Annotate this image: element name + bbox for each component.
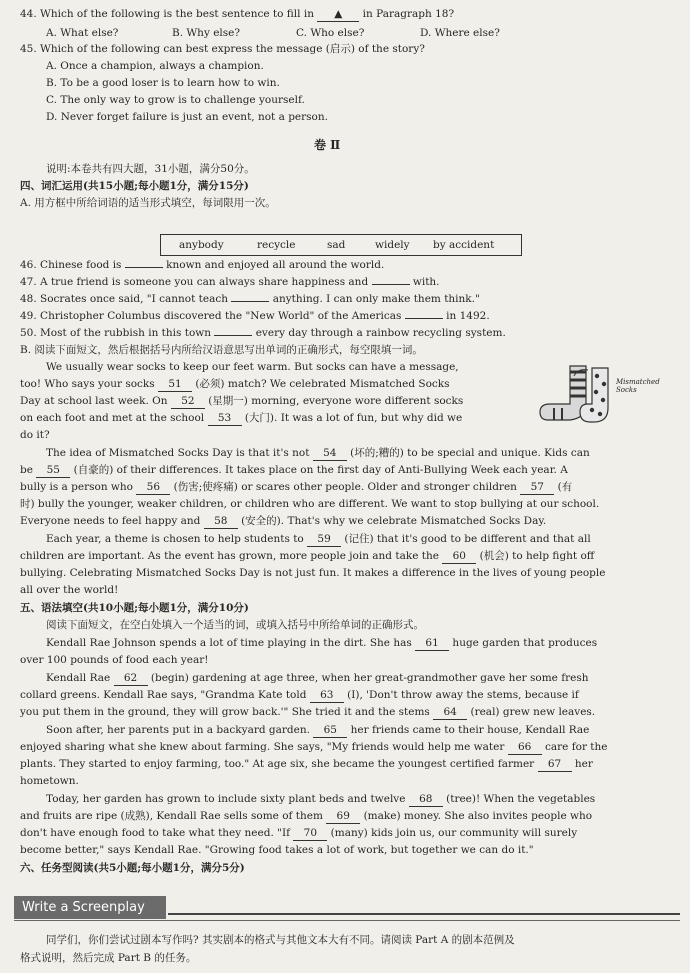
grammar-line: Kendall Rae Johnson spends a lot of time playing in the dirt. She has 61 huge garden that produces [46,637,598,649]
socks-illustration [530,364,670,434]
answer-blank-65[interactable]: 65 [313,724,347,738]
grammar-line: collard greens. Kendall Rae says, "Grandma Kate told 63 (I), 'Don't throw away the stems, because if [20,689,579,701]
blank-triangle: ▲ [317,8,359,22]
passage-b-line: too! Who says your socks 51 (必须) match? We celebrated Mismatched Socks [20,378,450,390]
passage-b-line: Each year, a theme is chosen to help students to 59 (记住) that it's good to be different and that all [46,533,591,545]
fill-50: 50. Most of the rubbish in this town every day through a rainbow recycling system. [20,327,506,339]
passage-b-line: Everyone needs to feel happy and 58 (安全的). That's why we celebrate Mismatched Socks Day. [20,515,547,527]
passage-b-line: on each foot and met at the school 53 (大门). It was a lot of fun, but why did we [20,412,463,424]
answer-blank-56[interactable]: 56 [136,481,170,495]
grammar-line: hometown. [20,775,79,787]
grammar-line: don't have enough food to take what they need. "If 70 (many) kids join us, our community will surely [20,827,578,839]
answer-blank-54[interactable]: 54 [313,447,347,461]
answer-blank-63[interactable]: 63 [310,689,344,703]
q45-stem: 45. Which of the following can best express the message (启示) of the story? [20,43,425,55]
q44-option-d: D. Where else? [420,27,500,39]
grammar-line: enjoyed sharing what she knew about farming. She says, "My friends would help me water 66 care for the [20,741,608,753]
grammar-line: you put them in the ground, they will grow back.'" She tried it and the stems 64 (real) grew new leaves. [20,706,596,718]
q45-option-d: D. Never forget failure is just an event, not a person. [46,111,328,123]
word-item: by accident [433,239,495,251]
q44-option-c: C. Who else? [296,27,365,39]
word-item: sad [327,239,346,251]
divider [14,920,680,921]
passage-b-line: bully is a person who 56 (伤害;使疼痛) or scares other people. Older and stronger children 57 (有 [20,481,573,493]
answer-blank-51[interactable]: 51 [158,378,192,392]
answer-blank[interactable] [372,284,410,285]
grammar-line: Kendall Rae 62 (begin) gardening at age three, when her great-grandmother gave her some fresh [46,672,589,684]
answer-blank[interactable] [405,318,443,319]
passage-b-line: bullying. Celebrating Mismatched Socks Day is not just fun. It makes a difference in the lives of young people [20,567,606,579]
screenplay-banner: Write a Screenplay [14,896,166,919]
answer-blank-68[interactable]: 68 [409,793,443,807]
answer-blank-67[interactable]: 67 [538,758,572,772]
passage-b-line: all over the world! [20,584,119,596]
answer-blank-55[interactable]: 55 [36,464,70,478]
passage-b-line: do it? [20,429,50,441]
fill-46: 46. Chinese food is known and enjoyed all around the world. [20,259,385,271]
word-box [160,234,522,256]
answer-blank-66[interactable]: 66 [508,741,542,755]
answer-blank-60[interactable]: 60 [442,550,476,564]
q45-option-b: B. To be a good loser is to learn how to win. [46,77,280,89]
q44-option-a: A. What else? [46,27,119,39]
grammar-line: Today, her garden has grown to include sixty plant beds and twelve 68 (tree)! When the vegetables [46,793,596,805]
q45-option-a: A. Once a champion, always a champion. [46,60,264,72]
passage-b-line: be 55 (自豪的) of their differences. It takes place on the first day of Anti-Bullying Week each year. A [20,464,568,476]
section-4a-instruction: A. 用方框中所给词语的适当形式填空，每词限用一次。 [20,197,276,209]
grammar-line: become better," says Kendall Rae. "Growing food takes a lot of work, but together we can do it." [20,844,534,856]
passage-b-line: Day at school last week. On 52 (星期一) morning, everyone wore different socks [20,395,464,407]
word-item: anybody [179,239,224,251]
answer-blank-70[interactable]: 70 [293,827,327,841]
fill-48: 48. Socrates once said, "I cannot teach anything. I can only make them think." [20,293,480,305]
volume-note: 说明:本卷共有四大题，31小题，满分50分。 [46,163,255,175]
answer-blank-64[interactable]: 64 [433,706,467,720]
grammar-line: and fruits are ripe (成熟), Kendall Rae sells some of them 69 (make) money. She also invites people who [20,810,593,822]
answer-blank[interactable] [214,335,252,336]
answer-blank-69[interactable]: 69 [326,810,360,824]
grammar-line: Soon after, her parents put in a backyard garden. 65 her friends came to their house, Kendall Rae [46,724,590,736]
socks-icon [530,364,670,434]
word-item: widely [375,239,410,251]
passage-b-line: children are important. As the event has grown, more people join and take the 60 (机会) to help fight off [20,550,595,562]
q44-option-b: B. Why else? [172,27,241,39]
section-5-title: 五、语法填空(共10小题;每小题1分，满分10分) [20,602,249,614]
answer-blank-57[interactable]: 57 [520,481,554,495]
answer-blank-59[interactable]: 59 [307,533,341,547]
answer-blank-53[interactable]: 53 [208,412,242,426]
answer-blank-52[interactable]: 52 [171,395,205,409]
answer-blank-62[interactable]: 62 [114,672,148,686]
section-5-instruction: 阅读下面短文，在空白处填入一个适当的词，或填入括号中所给单词的正确形式。 [46,619,424,631]
intro-line-2: 格式说明，然后完成 Part B 的任务。 [20,952,197,964]
intro-line-1: 同学们，你们尝试过剧本写作吗? 其实剧本的格式与其他文本大有不同。请阅读 Part A 的剧本范例及 [46,934,515,946]
grammar-line: plants. They started to enjoy farming, too." At age six, she became the youngest certified farmer 67 her [20,758,593,770]
banner-rule [168,913,680,915]
word-item: recycle [257,239,296,251]
q45-option-c: C. The only way to grow is to challenge yourself. [46,94,305,106]
q44-stem: 44. Which of the following is the best sentence to fill in ▲ in Paragraph 18? [20,8,455,20]
answer-blank-58[interactable]: 58 [204,515,238,529]
fill-47: 47. A true friend is someone you can always share happiness and with. [20,276,440,288]
volume-title: 卷 Ⅱ [314,138,341,152]
section-4-title: 四、词汇运用(共15小题;每小题1分，满分15分) [20,180,249,192]
answer-blank[interactable] [231,301,269,302]
answer-blank[interactable] [125,267,163,268]
answer-blank-61[interactable]: 61 [415,637,449,651]
passage-b-line: The idea of Mismatched Socks Day is that it's not 54 (坏的;糟的) to be special and unique. Kids can [46,447,590,459]
fill-49: 49. Christopher Columbus discovered the "New World" of the Americas in 1492. [20,310,490,322]
section-4b-instruction: B. 阅读下面短文，然后根据括号内所给汉语意思写出单词的正确形式，每空限填一词。 [20,344,423,356]
section-6-title: 六、任务型阅读(共5小题;每小题1分，满分5分) [20,862,245,874]
grammar-line: over 100 pounds of food each year! [20,654,209,666]
passage-b-line: We usually wear socks to keep our feet warm. But socks can have a message, [46,361,459,373]
socks-label: Mismatched Socks [616,378,660,394]
passage-b-line: 时) bully the younger, weaker children, or children who are different. We want to stop bullying at our school. [20,498,600,510]
